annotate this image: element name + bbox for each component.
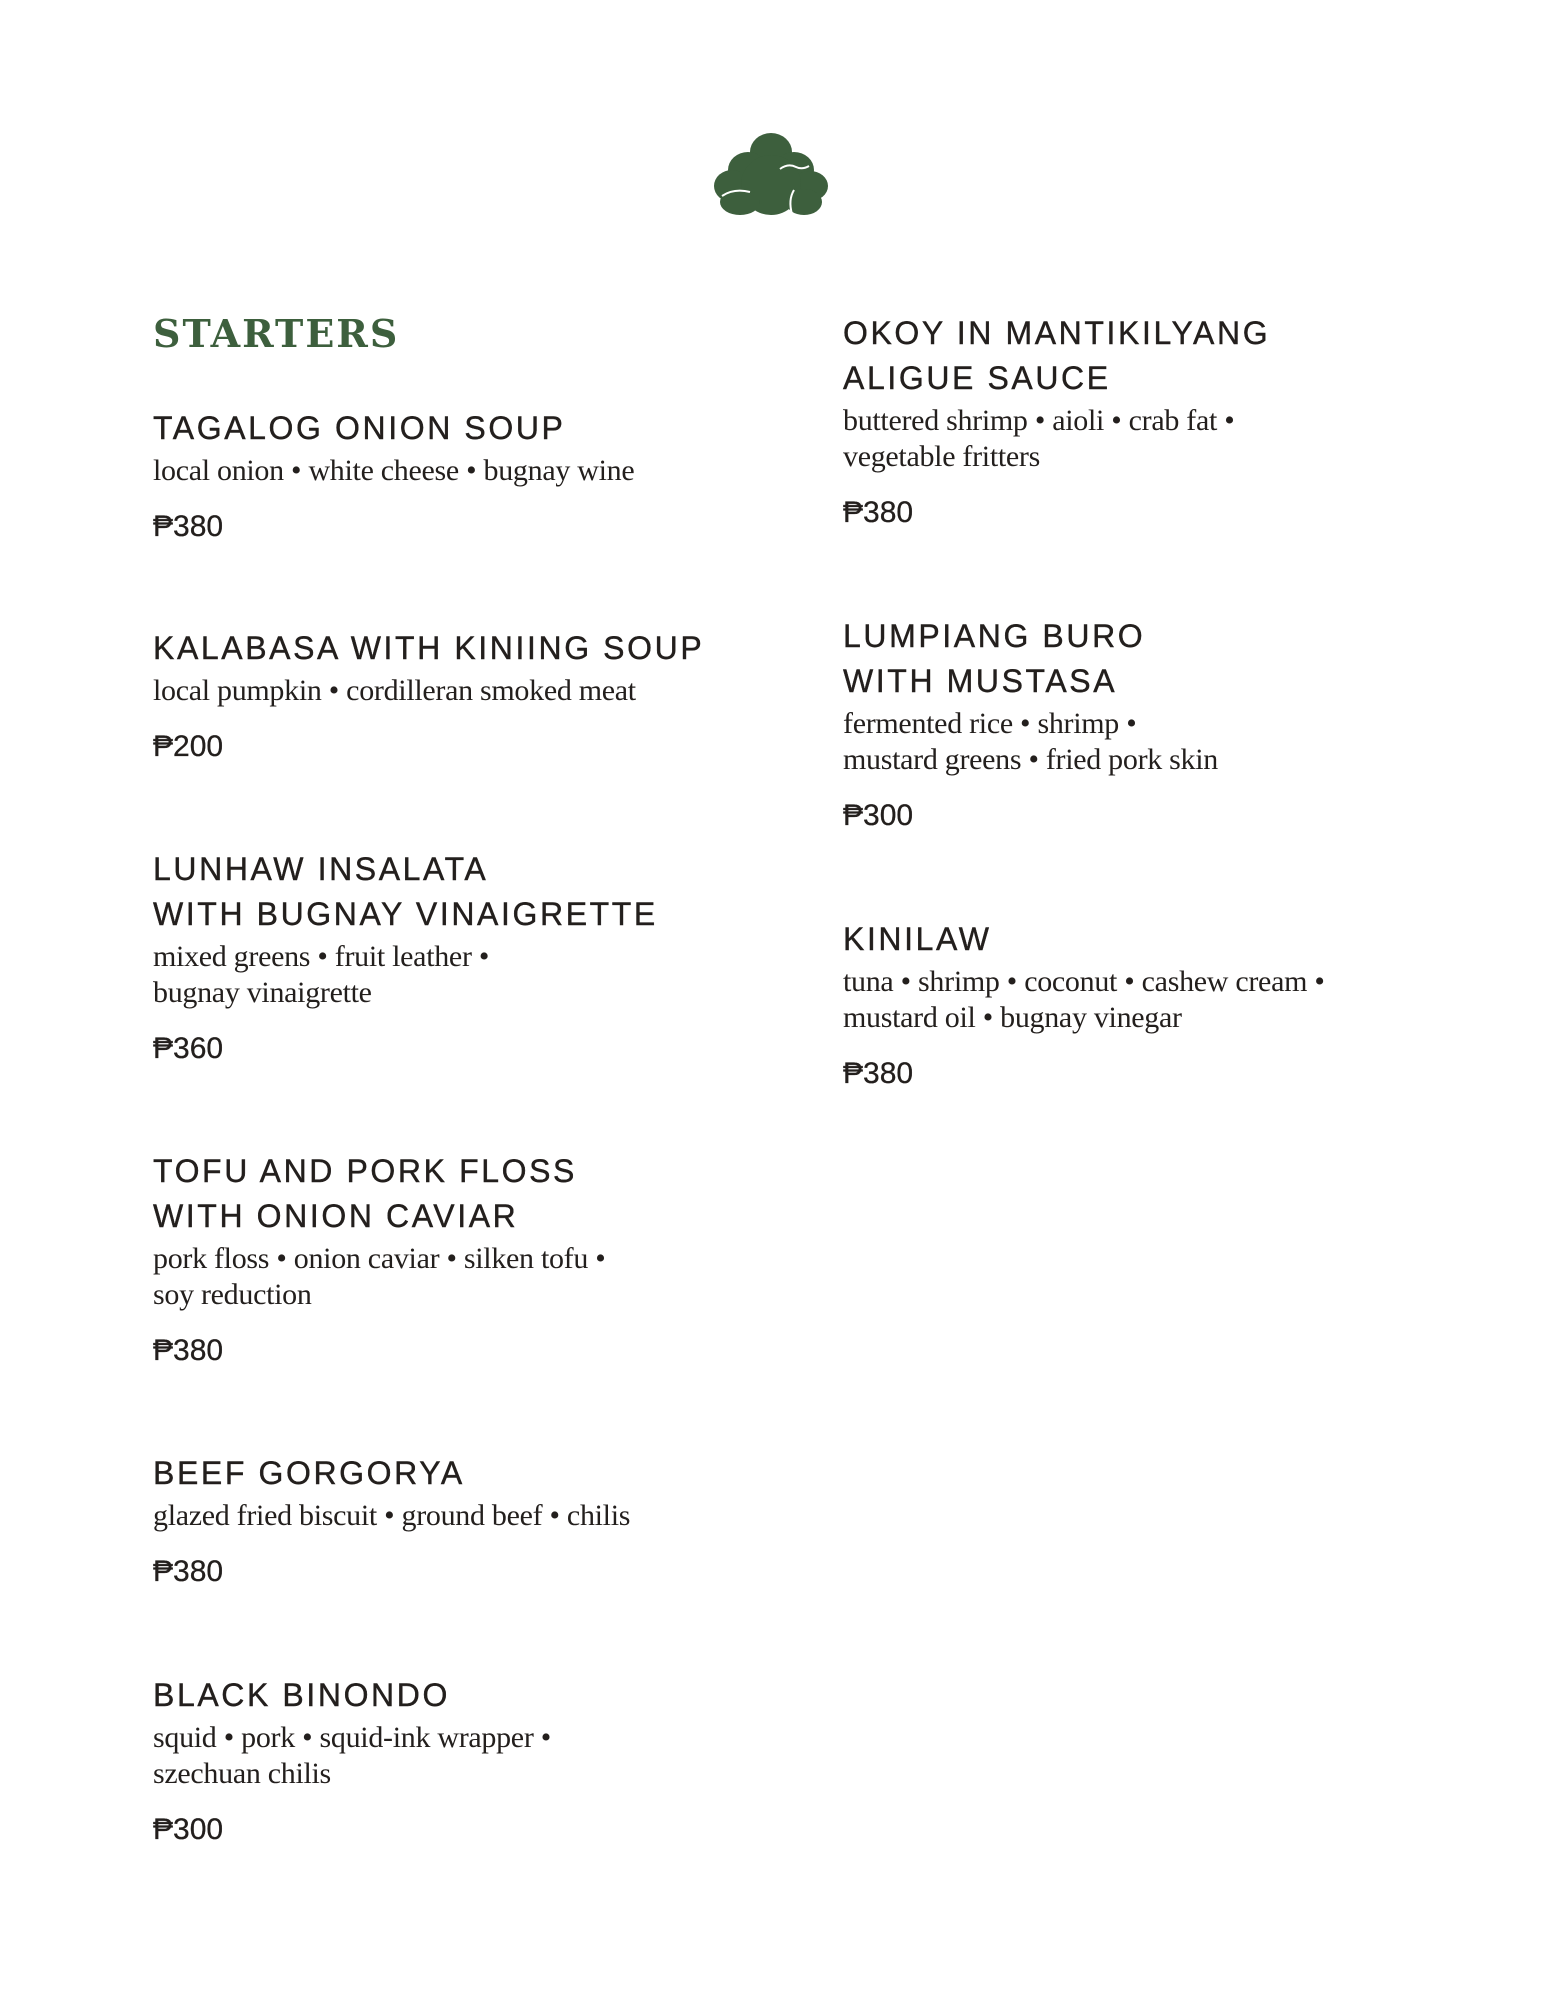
item-price: ₱380 [153,1555,224,1588]
item-price: ₱300 [153,1813,224,1846]
item-price: ₱380 [843,1057,914,1090]
section-title: STARTERS [153,311,400,356]
item-title: OKOY IN MANTIKILYANG ALIGUE SAUCE [843,315,1271,396]
item-description: squid • pork • squid-ink wrapper • szechuan chilis [153,1721,551,1790]
item-description: mixed greens • fruit leather • bugnay vinaigrette [153,940,490,1009]
item-description: glazed fried biscuit • ground beef • chilis [153,1499,631,1532]
item-title: TOFU AND PORK FLOSS WITH ONION CAVIAR [153,1153,577,1234]
item-description: buttered shrimp • aioli • crab fat • vegetable fritters [843,404,1235,473]
menu-item [843,917,1443,1092]
item-description: tuna • shrimp • coconut • cashew cream • mustard oil • bugnay vinegar [843,965,1325,1034]
item-title: LUMPIANG BURO WITH MUSTASA [843,618,1146,699]
item-description: local onion • white cheese • bugnay wine [153,454,635,487]
item-price: ₱360 [153,1032,224,1065]
menu-item [843,311,1443,531]
menu-item [153,1451,753,1590]
item-price: ₱380 [153,1334,224,1367]
cloud-flower-logo-icon [712,130,830,220]
item-price: ₱380 [843,496,914,529]
menu-item [153,1673,753,1848]
item-price: ₱380 [153,510,224,543]
item-title: BLACK BINONDO [153,1677,450,1713]
item-price: ₱200 [153,730,224,763]
item-title: TAGALOG ONION SOUP [153,410,566,446]
item-description: pork floss • onion caviar • silken tofu • soy reduction [153,1242,606,1311]
item-title: LUNHAW INSALATA WITH BUGNAY VINAIGRETTE [153,851,658,932]
menu-item [153,406,753,545]
item-title: KALABASA WITH KINIING SOUP [153,630,705,666]
item-price: ₱300 [843,799,914,832]
menu-item [843,614,1443,834]
item-description: fermented rice • shrimp • mustard greens • fried pork skin [843,707,1218,776]
item-description: local pumpkin • cordilleran smoked meat [153,674,636,707]
menu-item [153,1149,753,1369]
menu-item [153,847,753,1067]
menu-item [153,626,753,765]
item-title: KINILAW [843,921,992,957]
item-title: BEEF GORGORYA [153,1455,465,1491]
